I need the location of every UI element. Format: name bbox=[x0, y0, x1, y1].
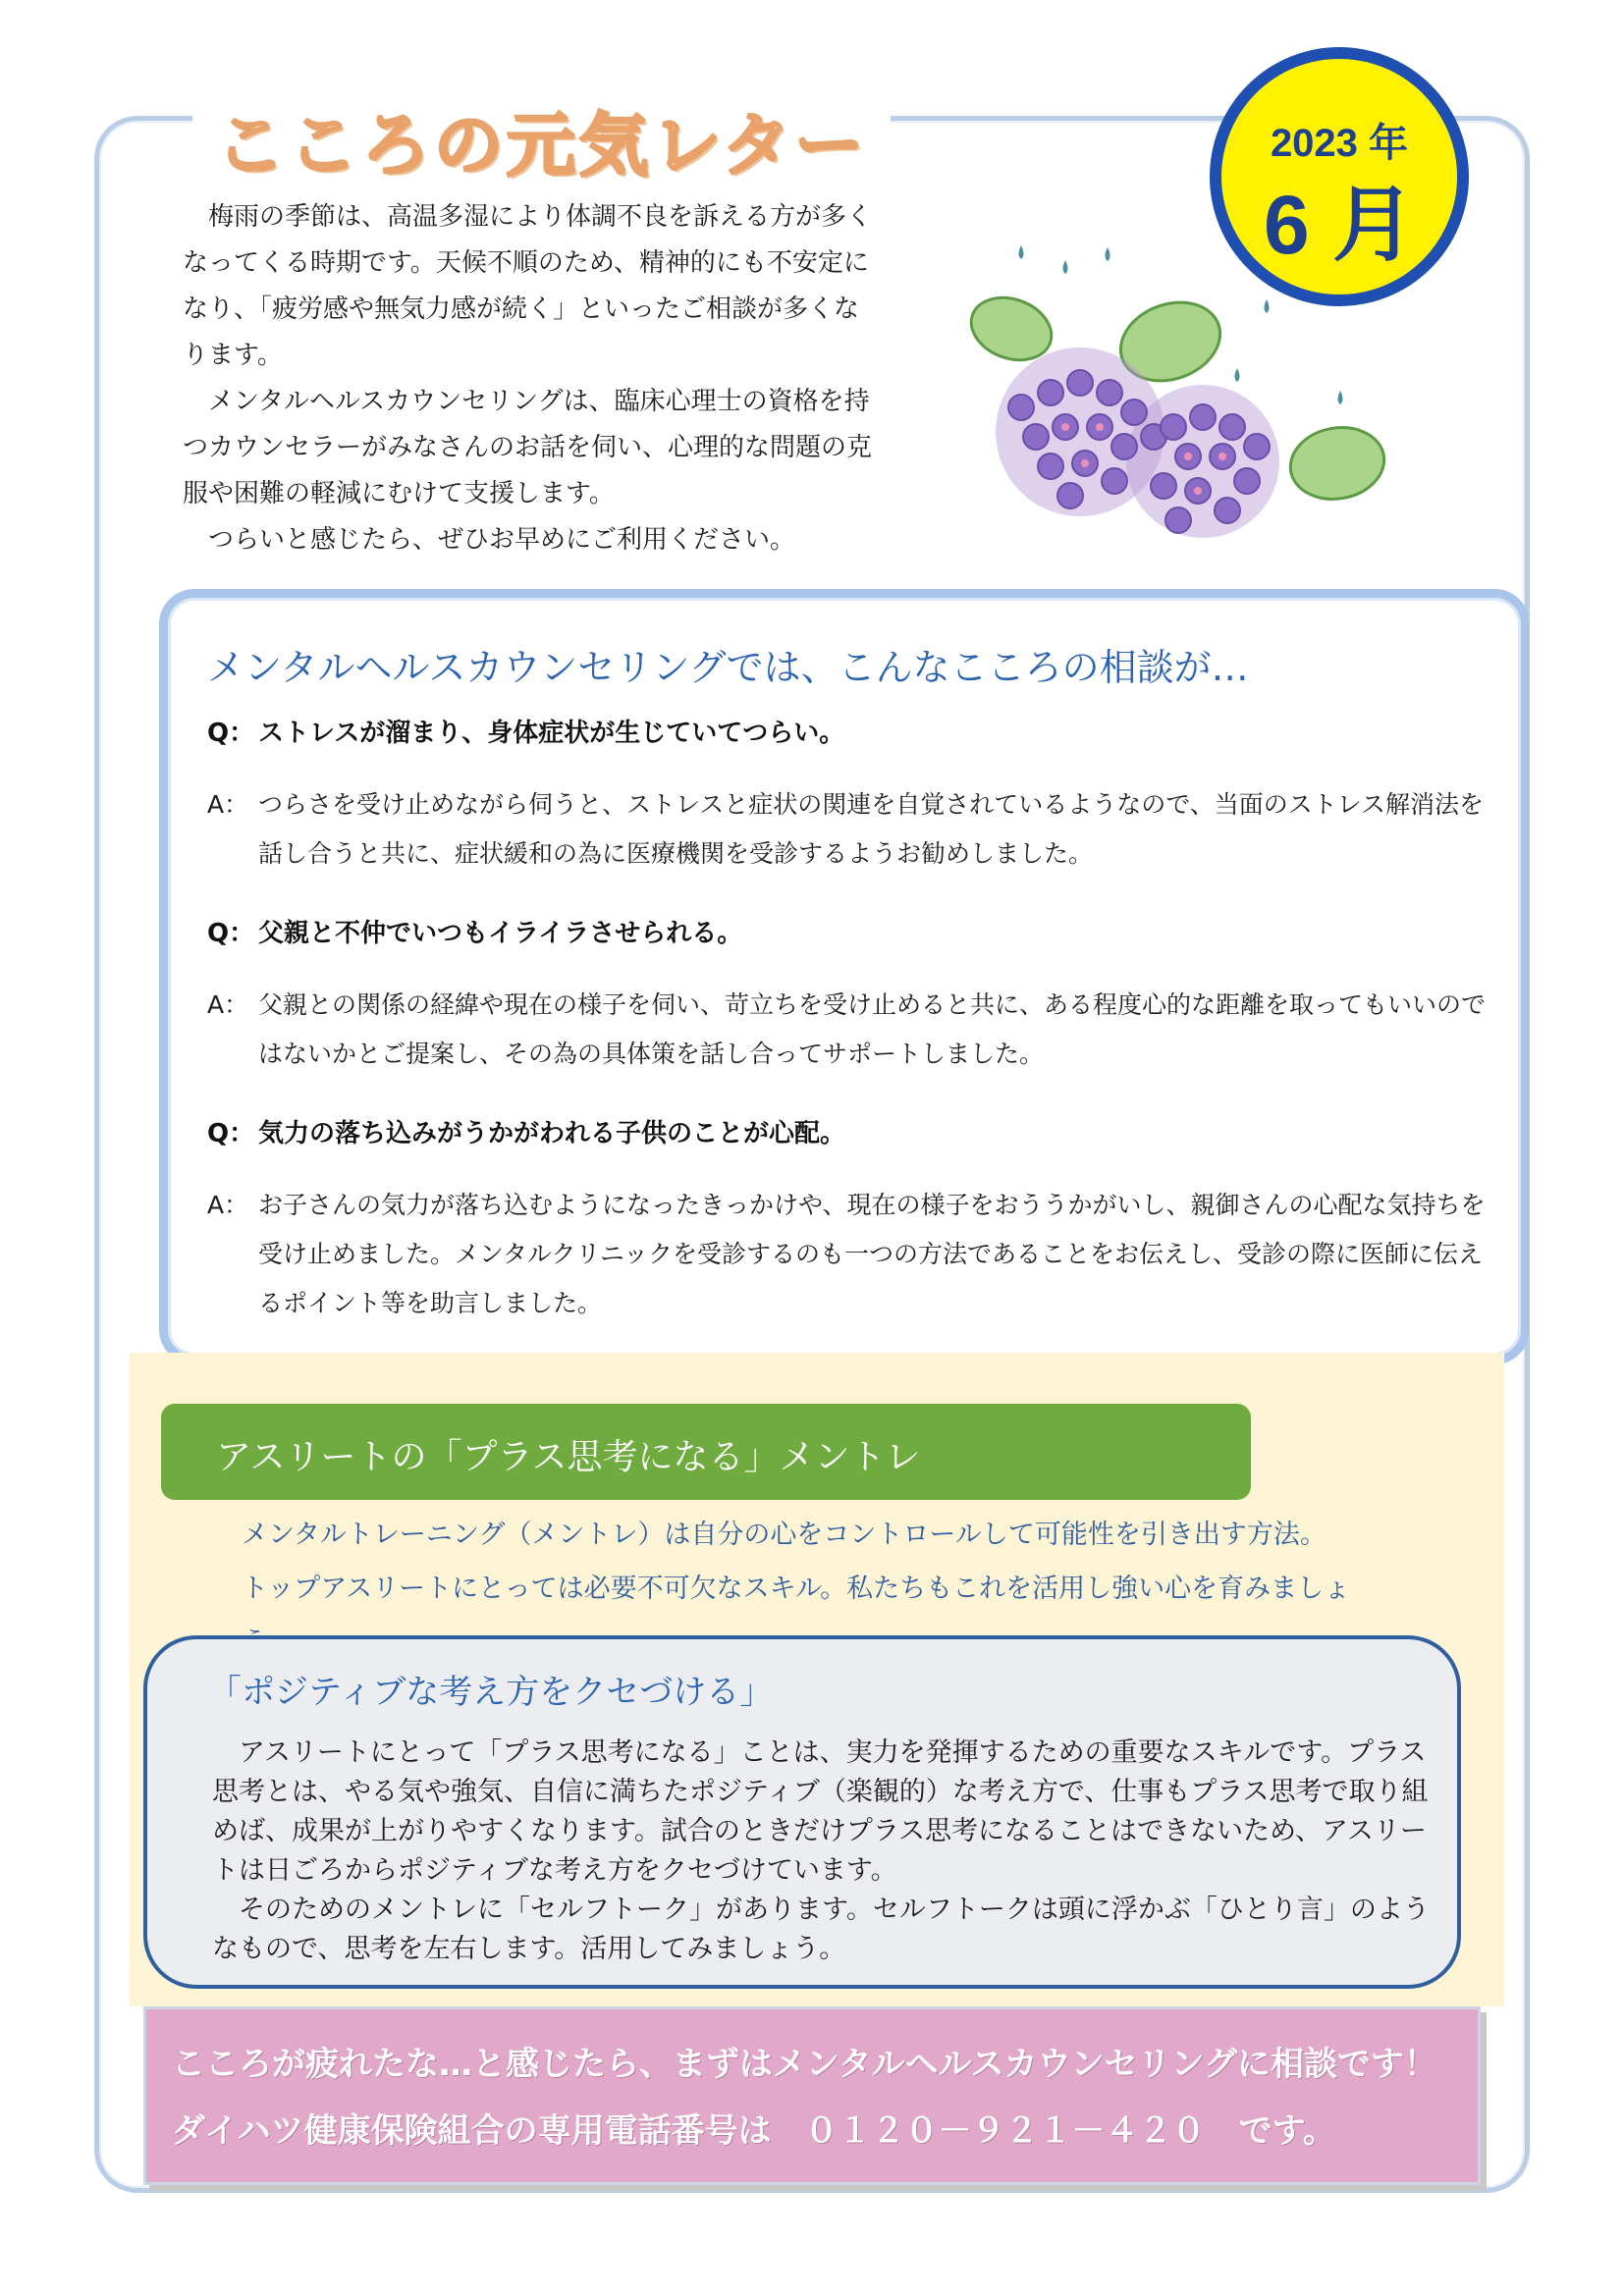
mentre-line: トップアスリートにとっては必要不可欠なスキル。私たちもこれを活用し強い心を育みましょ bbox=[242, 1574, 1351, 1604]
answer bbox=[207, 981, 1493, 1079]
answer bbox=[207, 780, 1493, 879]
mentre-line: メンタルトレーニング（メントレ）は自分の心をコントロールして可能性を引き出す方法。 bbox=[242, 1520, 1326, 1550]
question-text: ストレスが溜まり、身体症状が生じていてつらい。 bbox=[258, 719, 845, 748]
answer-prefix: A： bbox=[207, 990, 249, 1019]
intro-paragraph: メンタルヘルスカウンセリングは、臨床心理士の資格を持つカウンセラーがみなさんのお話を伺い、心理的な問題の克服や困難の軽減にむけて支援します。 bbox=[183, 387, 873, 508]
intro-text bbox=[183, 194, 880, 563]
intro-paragraph: 梅雨の季節は、高温多湿により体調不良を訴える方が多くなってくる時期です。天候不順のため、精神的にも不安定になり、「疲労感や無気力感が続く」といったご相談が多くなります。 bbox=[183, 202, 873, 370]
positive-heading: 「ポジティブな考え方をクセづける」 bbox=[208, 1673, 774, 1712]
question bbox=[207, 914, 1493, 953]
contact-box bbox=[143, 2006, 1481, 2185]
question bbox=[207, 714, 1493, 753]
question-text: 父親と不仲でいつもイライラさせられる。 bbox=[258, 919, 743, 948]
answer-text: お子さんの気力が落ち込むようになったきっかけや、現在の様子をおううかがいし、親御さんの心配な気持ちを受け止めました。メンタルクリニックを受診するのも一つの方法であることをお伝えし、受診の際に医師に伝えるポイント等を助言しました。 bbox=[258, 1191, 1486, 1317]
contact-phone-line: ダイハツ健康保険組合の専用電話番号は ０１２０－９２１－４２０ です。 bbox=[172, 2111, 1336, 2151]
positive-paragraph: アスリートにとって「プラス思考になる」ことは、実力を発揮するための重要なスキルです。プラス思考とは、やる気や強気、自信に満ちたポジティブ（楽観的）な考え方で、仕事もプラス思考で取り組めば、成果が上がりやすくなります。試合のときだけプラス思考になることはできないため、アスリートは日ごろからポジティブな考え方をクセづけています。 bbox=[212, 1737, 1429, 1886]
mentre-banner-text: アスリートの「プラス思考になる」メントレ bbox=[216, 1437, 921, 1477]
page-title: こころの元気レター bbox=[192, 90, 891, 189]
date-month: 6 月 bbox=[1263, 179, 1416, 271]
question-prefix: Q： bbox=[207, 1119, 255, 1148]
answer-text: 父親との関係の経緯や現在の様子を伺い、苛立ちを受け止めると共に、ある程度心的な距離を取ってもいいのではないかとご提案し、その為の具体策を話し合ってサポートしました。 bbox=[258, 990, 1487, 1068]
answer bbox=[207, 1181, 1493, 1328]
answer-prefix: A： bbox=[207, 790, 249, 819]
hydrangea-illustration bbox=[943, 236, 1414, 550]
positive-thinking-box bbox=[143, 1635, 1461, 1989]
mentre-banner bbox=[161, 1404, 1251, 1500]
contact-line: こころが疲れたな…と感じたら、まずはメンタルヘルスカウンセリングに相談です！ bbox=[172, 2045, 1437, 2084]
qa-heading: メンタルヘルスカウンセリングでは、こんなこころの相談が… bbox=[207, 646, 1249, 689]
positive-paragraph: そのためのメントレに「セルフトーク」があります。セルフトークは頭に浮かぶ「ひとり言」のようなもので、思考を左右します。活用してみましょう。 bbox=[212, 1895, 1430, 1964]
question-prefix: Q： bbox=[207, 719, 255, 748]
date-year: 2023 年 bbox=[1270, 122, 1409, 165]
positive-body bbox=[212, 1734, 1430, 1969]
qa-section bbox=[159, 589, 1530, 1364]
qa-list bbox=[207, 714, 1493, 1363]
question bbox=[207, 1114, 1493, 1153]
question-text: 気力の落ち込みがうかがわれる子供のことが心配。 bbox=[258, 1119, 846, 1148]
answer-prefix: A： bbox=[207, 1191, 249, 1219]
question-prefix: Q： bbox=[207, 919, 255, 948]
answer-text: つらさを受け止めながら伺うと、ストレスと症状の関連を自覚されているようなので、当面のストレス解消法を話し合うと共に、症状緩和の為に医療機関を受診するようお勧めしました。 bbox=[258, 790, 1485, 868]
intro-paragraph: つらいと感じたら、ぜひお早めにご利用ください。 bbox=[208, 525, 796, 555]
